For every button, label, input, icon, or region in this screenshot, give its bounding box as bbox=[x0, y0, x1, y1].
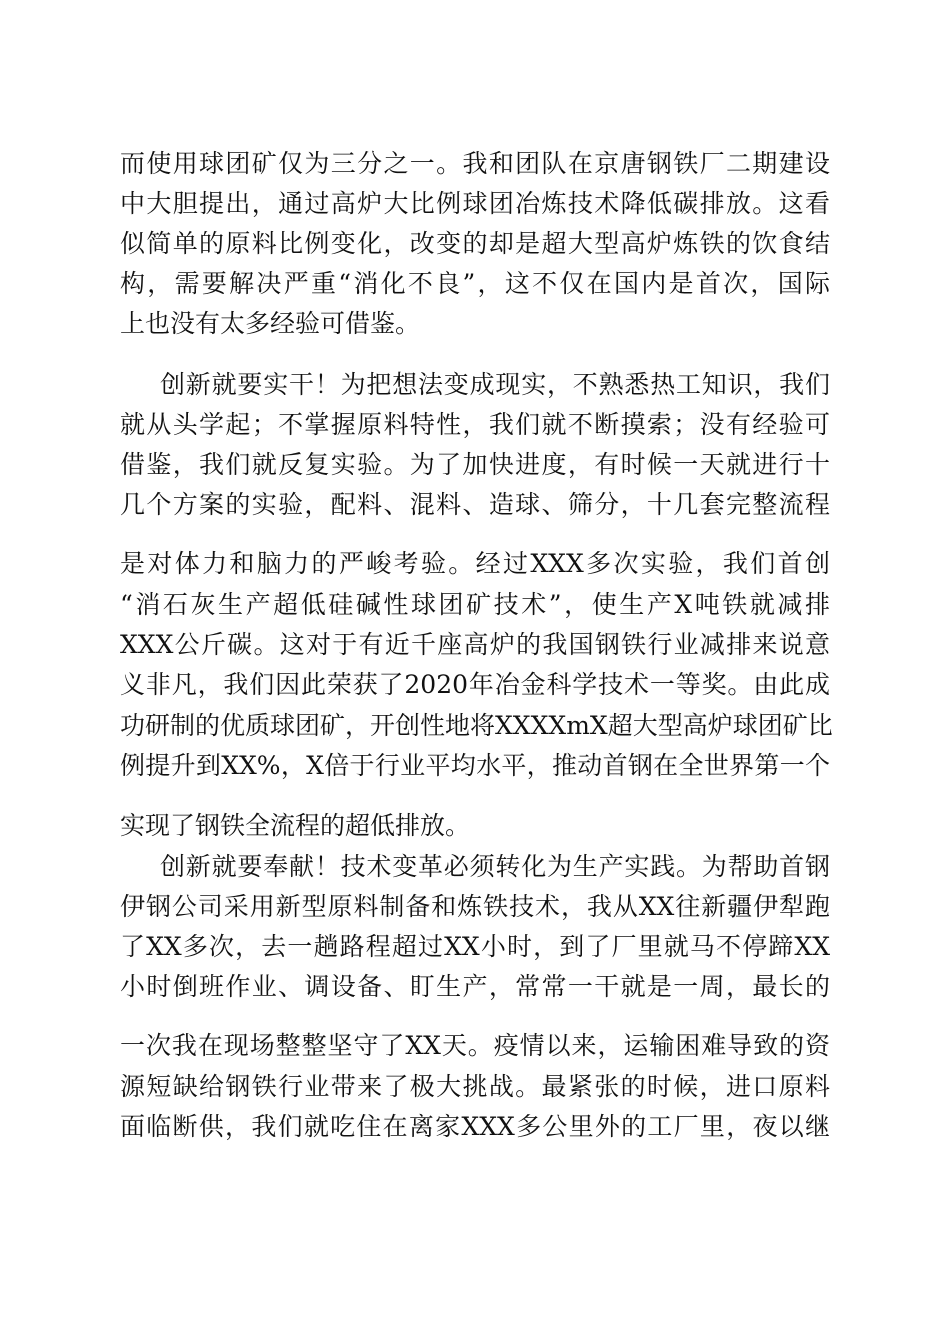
paragraph-2-line-11: 实现了钢铁全流程的超低排放。 bbox=[120, 811, 471, 840]
paragraph-2-line-7: XXX公斤碳。这对于有近千座高炉的我国钢铁行业减排来说意 bbox=[120, 630, 830, 659]
paragraph-3-line-3: 了XX多次，去一趟路程超过XX小时，到了厂里就马不停蹄XX bbox=[120, 932, 830, 961]
paragraph-2-line-2: 就从头学起；不掌握原料特性，我们就不断摸索；没有经验可 bbox=[120, 410, 830, 439]
paragraph-3-line-2: 伊钢公司采用新型原料制备和炼铁技术，我从XX往新疆伊犁跑 bbox=[120, 892, 830, 921]
paragraph-2-line-10: 例提升到XX%，X倍于行业平均水平，推动首钢在全世界第一个 bbox=[120, 751, 830, 780]
paragraph-3-line-4: 小时倒班作业、调设备、盯生产，常常一干就是一周，最长的 bbox=[120, 972, 830, 1001]
paragraph-3-line-5: 一次我在现场整整坚守了XX天。疫情以来，运输困难导致的资 bbox=[120, 1031, 830, 1060]
paragraph-2-line-8: 义非凡，我们因此荣获了2020年冶金科学技术一等奖。由此成 bbox=[120, 670, 830, 699]
paragraph-2-line-1: 创新就要实干！为把想法变成现实，不熟悉热工知识，我们 bbox=[160, 370, 830, 399]
paragraph-2-line-4: 几个方案的实验，配料、混料、造球、筛分，十几套完整流程 bbox=[120, 490, 830, 519]
paragraph-3-line-6: 源短缺给钢铁行业带来了极大挑战。最紧张的时候，进口原料 bbox=[120, 1072, 830, 1101]
paragraph-2-line-6: “消石灰生产超低硅碱性球团矿技术”，使生产X吨铁就减排 bbox=[120, 590, 830, 619]
paragraph-1-line-1: 而使用球团矿仅为三分之一。我和团队在京唐钢铁厂二期建设 bbox=[120, 149, 830, 178]
paragraph-2-line-5: 是对体力和脑力的严峻考验。经过XXX多次实验，我们首创 bbox=[120, 549, 830, 578]
paragraph-2-line-3: 借鉴，我们就反复实验。为了加快进度，有时候一天就进行十 bbox=[120, 450, 830, 479]
paragraph-2-line-9: 功研制的优质球团矿，开创性地将XXXXmX超大型高炉球团矿比 bbox=[120, 711, 833, 740]
paragraph-1-line-2: 中大胆提出，通过高炉大比例球团冶炼技术降低碳排放。这看 bbox=[120, 189, 830, 218]
paragraph-3-line-1: 创新就要奉献！技术变革必须转化为生产实践。为帮助首钢 bbox=[160, 852, 830, 881]
paragraph-1-line-5: 上也没有太多经验可借鉴。 bbox=[120, 309, 421, 338]
paragraph-1-line-4: 构，需要解决严重“消化不良”，这不仅在国内是首次，国际 bbox=[120, 269, 830, 298]
paragraph-1-line-3: 似简单的原料比例变化，改变的却是超大型高炉炼铁的饮食结 bbox=[120, 229, 830, 258]
paragraph-3-line-7: 面临断供，我们就吃住在离家XXX多公里外的工厂里，夜以继 bbox=[120, 1112, 830, 1141]
